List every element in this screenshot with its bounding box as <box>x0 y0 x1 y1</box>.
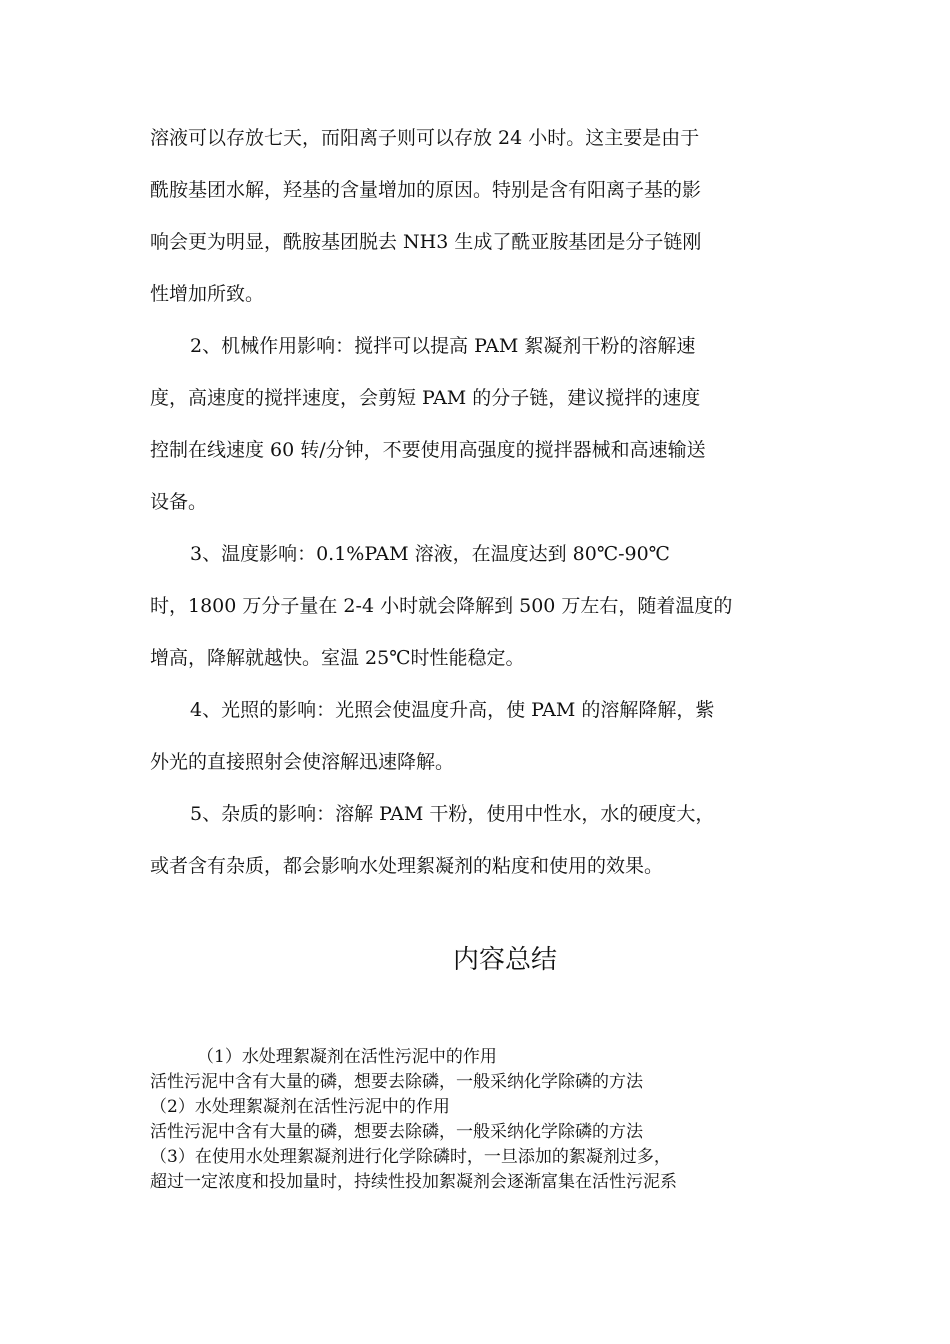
paragraph-line: 溶液可以存放七天，而阳离子则可以存放 24 小时。这主要是由于 <box>150 127 700 149</box>
summary-line: （3）在使用水处理絮凝剂进行化学除磷时，一旦添加的絮凝剂过多， <box>150 1147 671 1167</box>
paragraph-line: 响会更为明显，酰胺基团脱去 NH3 生成了酰亚胺基团是分子链刚 <box>150 231 702 253</box>
paragraph-line: 2、机械作用影响：搅拌可以提高 PAM 絮凝剂干粉的溶解速 <box>190 335 696 357</box>
paragraph-line: 控制在线速度 60 转/分钟，不要使用高强度的搅拌器械和高速输送 <box>150 439 706 461</box>
paragraph-line: 3、温度影响：0.1%PAM 溶液，在温度达到 80℃-90℃ <box>190 543 670 565</box>
paragraph-line: 外光的直接照射会使溶解迅速降解。 <box>150 751 455 773</box>
summary-line: 活性污泥中含有大量的磷，想要去除磷，一般采纳化学除磷的方法 <box>150 1072 643 1092</box>
paragraph-line: 增高，降解就越快。室温 25℃时性能稳定。 <box>150 647 525 669</box>
paragraph-line: 度，高速度的搅拌速度，会剪短 PAM 的分子链，建议搅拌的速度 <box>150 387 701 409</box>
summary-line: 活性污泥中含有大量的磷，想要去除磷，一般采纳化学除磷的方法 <box>150 1122 643 1142</box>
paragraph-line: 设备。 <box>150 491 208 513</box>
paragraph-line: 性增加所致。 <box>150 283 265 305</box>
body-text <box>150 112 800 892</box>
paragraph-line: 5、杂质的影响：溶解 PAM 干粉，使用中性水，水的硬度大， <box>190 803 715 825</box>
summary-block <box>150 1045 810 1195</box>
paragraph-line: 时，1800 万分子量在 2-4 小时就会降解到 500 万左右，随着温度的 <box>150 595 733 617</box>
summary-line: （1）水处理絮凝剂在活性污泥中的作用 <box>197 1047 497 1067</box>
paragraph-line: 酰胺基团水解，羟基的含量增加的原因。特别是含有阳离子基的影 <box>150 179 702 201</box>
paragraph-line: 或者含有杂质，都会影响水处理絮凝剂的粘度和使用的效果。 <box>150 855 664 877</box>
paragraph-line: 4、光照的影响：光照会使温度升高，使 PAM 的溶解降解，紫 <box>190 699 715 721</box>
summary-title: 内容总结 <box>452 945 557 975</box>
summary-line: 超过一定浓度和投加量时，持续性投加絮凝剂会逐渐富集在活性污泥系 <box>150 1172 677 1192</box>
summary-line: （2）水处理絮凝剂在活性污泥中的作用 <box>150 1097 450 1117</box>
